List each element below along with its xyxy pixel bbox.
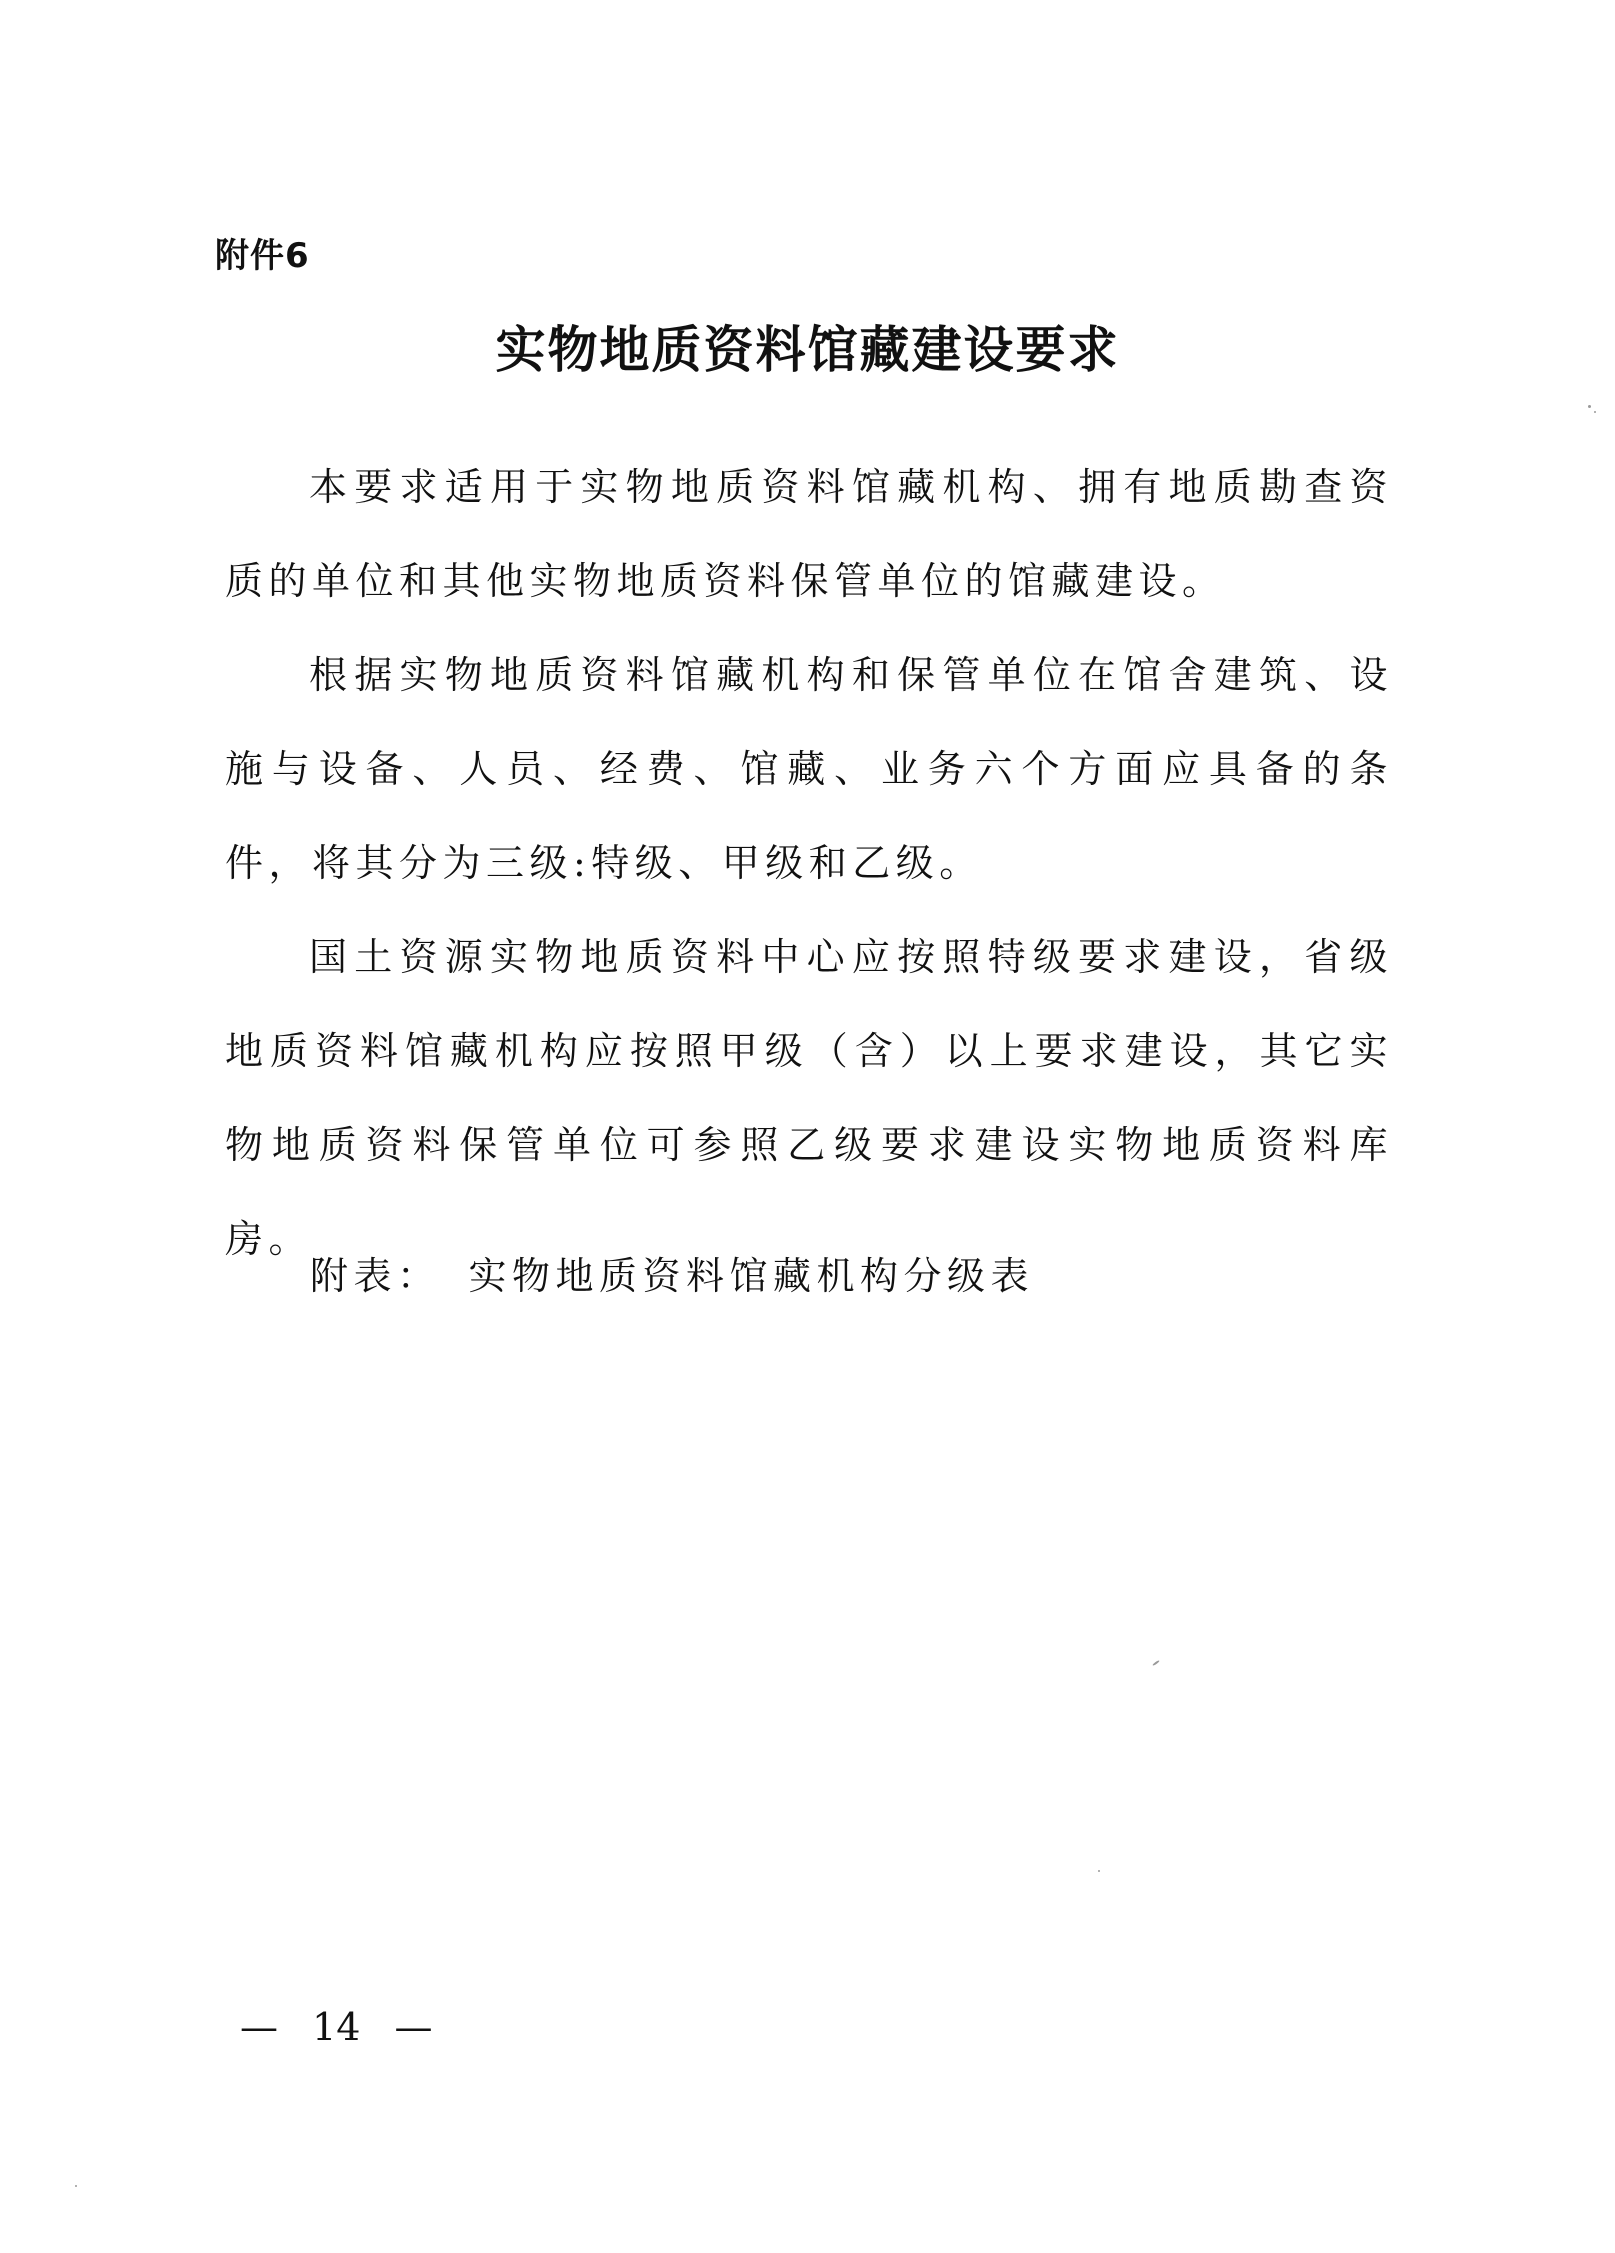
scan-speck — [1588, 405, 1591, 408]
page-number-dash-right: — — [394, 2005, 433, 2049]
attachment-label: 附件6 — [215, 236, 310, 276]
scan-speck — [1098, 1870, 1100, 1872]
scan-speck — [1594, 411, 1596, 413]
body-text — [225, 440, 1393, 1286]
appendix-text: 实物地质资料馆藏机构分级表 — [468, 1254, 1035, 1298]
appendix-line — [310, 1245, 1034, 1300]
scan-speck — [1152, 1660, 1160, 1666]
scan-speck — [75, 2185, 77, 2187]
paragraph-2: 根据实物地质资料馆藏机构和保管单位在馆舍建筑、设施与设备、人员、经费、馆藏、业务六个方面应具备的条件，将其分为三级:特级、甲级和乙级。 — [225, 653, 1393, 885]
page-number — [240, 2005, 433, 2049]
page-number-dash-left: — — [240, 2005, 278, 2049]
page-number-value: 14 — [312, 2005, 361, 2049]
appendix-label: 附表： — [310, 1254, 441, 1298]
paragraph-1: 本要求适用于实物地质资料馆藏机构、拥有地质勘查资质的单位和其他实物地质资料保管单位的馆藏建设。 — [225, 465, 1393, 603]
paragraph-3: 国土资源实物地质资料中心应按照特级要求建设，省级地质资料馆藏机构应按照甲级（含）以上要求建设，其它实物地质资料保管单位可参照乙级要求建设实物地质资料库房。 — [225, 935, 1393, 1261]
document-title: 实物地质资料馆藏建设要求 — [495, 321, 1120, 379]
